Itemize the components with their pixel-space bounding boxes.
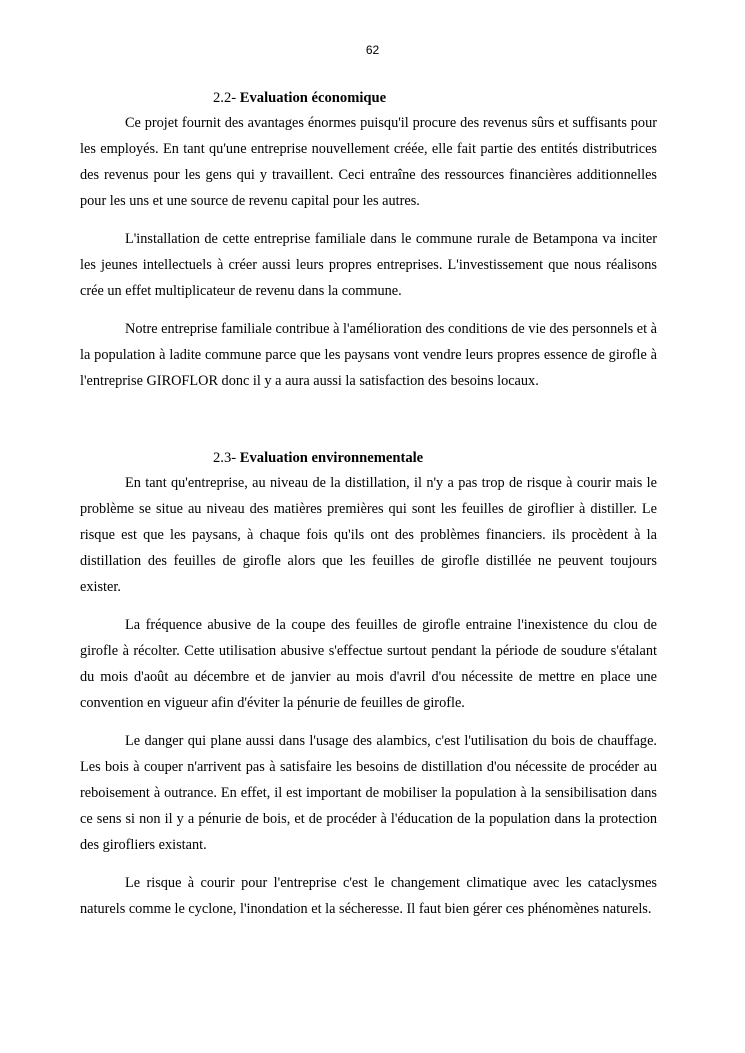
paragraph: La fréquence abusive de la coupe des feuilles de girofle entraine l'inexistence du clou de girofle à récolter. Cette utilisation abusive s'effectue surtout pendant la période de soudure s'étalant du mois d'août au décembre et de janvier au mois d'avril d'ou nécessite de mettre en place une convention en vigueur afin d'éviter la pénurie de feuilles de girofle. [80,617,657,711]
section-heading-environmental [213,449,423,467]
section-heading-economic [213,89,386,107]
page-number: 62 [365,43,380,57]
section-body-economic [80,110,657,394]
paragraph: Ce projet fournit des avantages énormes puisqu'il procure des revenus sûrs et suffisants pour les employés. En tant qu'une entreprise nouvellement créée, elle fait partie des entités distributrices des revenus pour les gens qui y travaillent. Ceci entraîne des ressources financières additionnelles pour les uns et une source de revenu capital pour les autres. [80,115,657,209]
section-body-environmental [80,470,657,922]
paragraph: Le danger qui plane aussi dans l'usage des alambics, c'est l'utilisation du bois de chauffage. Les bois à couper n'arrivent pas à satisfaire les besoins de distillation d'ou nécessite de procéder au reboisement à outrance. En effet, il est important de mobiliser la population à la sensibilisation dans ce sens si non il y a pénurie de bois, et de procéder à l'éducation de la population dans la protection des girofliers existant. [80,733,657,853]
section-title: Evaluation économique [239,90,387,106]
paragraph: En tant qu'entreprise, au niveau de la distillation, il n'y a pas trop de risque à courir mais le problème se situe au niveau des matières premières qui sont les feuilles de giroflier à distiller. Le risque est que les paysans, à chaque fois qu'ils ont des problèmes financiers. ils procèdent à la distillation des feuilles de girofle alors que les feuilles de girofle distillée ne peuvent toujours exister. [80,475,657,595]
section-number: 2.3- [213,450,237,466]
paragraph: L'installation de cette entreprise familiale dans le commune rurale de Betampona va inciter les jeunes intellectuels à créer aussi leurs propres entreprises. L'investissement que nous réalisons crée un effet multiplicateur de revenu dans la commune. [80,231,657,299]
section-title: Evaluation environnementale [239,450,424,466]
paragraph: Le risque à courir pour l'entreprise c'est le changement climatique avec les cataclysmes naturels comme le cyclone, l'inondation et la sécheresse. Il faut bien gérer ces phénomènes naturels. [80,875,657,917]
paragraph: Notre entreprise familiale contribue à l'amélioration des conditions de vie des personnels et à la population à ladite commune parce que les paysans vont vendre leurs propres essence de girofle à l'entreprise GIROFLOR donc il y a aura aussi la satisfaction des besoins locaux. [80,321,657,389]
section-number: 2.2- [213,90,237,106]
